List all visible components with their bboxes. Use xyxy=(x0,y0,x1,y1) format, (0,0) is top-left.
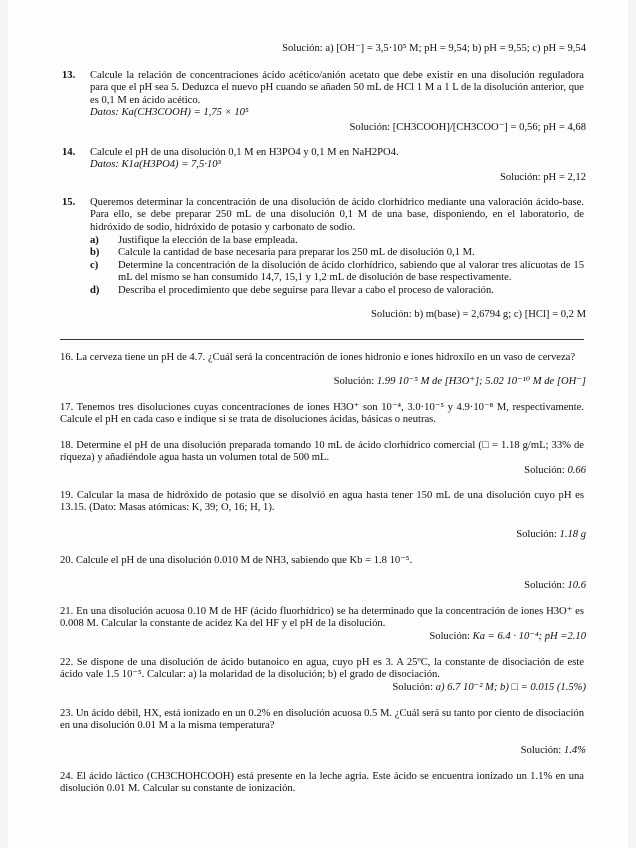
problem-23-solution-value: 1.4% xyxy=(563,745,586,756)
problem-14-number: 14. xyxy=(62,147,76,158)
problem-22-solution-label: Solución: xyxy=(392,682,434,693)
problem-13-data: Datos: Ka(CH3COOH) = 1,75 × 10⁵ xyxy=(90,107,249,118)
problem-15-item-c: Determine la concentración de la disolución de ácido clorhídrico, sabiendo que al valorar tres alícuotas de 15 mL del mismo se han consumido 14,7, 15,1 y 1,2 mL de disolución de base respectivamente. xyxy=(118,260,584,284)
problem-22-solution xyxy=(392,682,586,694)
problem-15-text: Queremos determinar la concentración de una disolución de ácido clorhídrico mediante una valoración ácido-base. Para ello, se debe preparar 250 mL de una disolución 0,1 M de una base, disponiendo, en el laboratorio, de hidróxido de sodio, hidróxido de potasio y carbonato de sodio. xyxy=(90,197,584,233)
problem-21-text: 21. En una disolución acuosa 0.10 M de HF (ácido fluorhídrico) se ha determinado que la concentración de iones H3O⁺ es 0.008 M. Calcular la constante de acidez Ka del HF y el pH de la disolución. xyxy=(60,606,584,630)
problem-19-solution-value: 1.18 g xyxy=(559,529,586,540)
problem-20-solution-value: 10.6 xyxy=(567,580,586,591)
problem-23-solution-label: Solución: xyxy=(520,745,562,756)
section-divider xyxy=(60,339,584,340)
problem-22-solution-value: a) 6.7 10⁻² M; b) □ = 0.015 (1.5%) xyxy=(435,682,586,693)
problem-19-solution-label: Solución: xyxy=(516,529,557,540)
problem-13-number: 13. xyxy=(62,70,76,81)
problem-15-number: 15. xyxy=(62,197,76,208)
problem-23-text: 23. Un ácido débil, HX, está ionizado en un 0.2% en disolución acuosa 0.5 M. ¿Cuál será su tanto por ciento de disociación en una disolución 0.01 M a la misma temperatura? xyxy=(60,708,584,732)
problem-21-solution-label: Solución: xyxy=(429,631,471,642)
problem-16-solution-value: 1.99 10⁻⁵ M de [H3O⁺]; 5.02 10⁻¹⁰ M de [OH⁻] xyxy=(376,376,586,387)
problem-19-solution xyxy=(516,529,586,541)
problem-14-solution: Solución: pH = 2,12 xyxy=(499,172,586,183)
problem-22-text: 22. Se dispone de una disolución de ácido butanoico en agua, cuyo pH es 3. A 25ºC, la constante de disociación de este ácido vale 1.5 10⁻⁵. Calcular: a) la molaridad de la disolución; b) el grado de disociación. xyxy=(60,657,584,681)
problem-13-solution: Solución: [CH3COOH]/[CH3COO⁻] = 0,56; pH = 4,68 xyxy=(349,122,586,133)
problem-15-item-a-label: a) xyxy=(90,235,99,246)
problem-20-solution-label: Solución: xyxy=(524,580,565,591)
solution-12: Solución: a) [OH⁻] = 3,5·10⁵ M; pH = 9,54; b) pH = 9,55; c) pH = 9,54 xyxy=(282,43,586,54)
problem-18-solution-value: 0.66 xyxy=(567,465,586,476)
problem-13-text: Calcule la relación de concentraciones ácido acético/anión acetato que debe existir en una disolución reguladora para que el pH sea 5. Deduzca el nuevo pH cuando se añaden 50 mL de HCl 1 M a 1 L de la disolución anterior, que es 0,1 M en ácido acético. xyxy=(90,70,584,106)
problem-16-solution xyxy=(334,376,586,388)
problem-15-item-a: Justifique la elección de la base empleada. xyxy=(118,235,298,246)
problem-18-solution-label: Solución: xyxy=(524,465,565,476)
problem-15-solution: Solución: b) m(base) = 2,6794 g; c) [HCl] = 0,2 M xyxy=(371,309,586,320)
problem-14-data: Datos: K1a(H3PO4) = 7,5·10³ xyxy=(90,159,221,170)
problem-24-text: 24. El ácido láctico (CH3CHOHCOOH) está presente en la leche agria. Este ácido se encuentra ionizado un 1.1% en una disolución 0.01 M. Calcular su constante de ionización. xyxy=(60,771,584,795)
problem-15-item-d-label: d) xyxy=(90,285,100,296)
problem-18-solution xyxy=(524,465,586,477)
problem-23-solution xyxy=(521,745,586,757)
problem-19-text: 19. Calcular la masa de hidróxido de potasio que se disolvió en agua hasta tener 150 mL de una disolución cuyo pH es 13.15. (Dato: Masas atómicas: K, 39; O, 16; H, 1). xyxy=(60,490,584,514)
problem-17-text: 17. Tenemos tres disoluciones cuyas concentraciones de iones H3O⁺ son 10⁻⁴, 3.0·10⁻⁵ y 4.9·10⁻⁸ M, respectivamente. Calcule el pH en cada caso e indique si se trata de disoluciones ácidas, básicas o neutras. xyxy=(60,402,584,426)
problem-15-item-d: Describa el procedimiento que debe seguirse para llevar a cabo el proceso de valoración. xyxy=(118,285,494,296)
problem-14-text: Calcule el pH de una disolución 0,1 M en H3PO4 y 0,1 M en NaH2PO4. xyxy=(90,147,399,158)
problem-15-item-b: Calcule la cantidad de base necesaria para preparar los 250 mL de disolución 0,1 M. xyxy=(118,247,475,258)
problem-16-text: 16. La cerveza tiene un pH de 4.7. ¿Cuál será la concentración de iones hidronio e iones hidroxilo en un vaso de cerveza? xyxy=(60,352,576,363)
problem-20-solution xyxy=(524,580,586,592)
problem-18-text: 18. Determine el pH de una disolución preparada tomando 10 mL de ácido clorhídrico comercial (□ = 1.18 g/mL; 33% de riqueza) y añadiéndole agua hasta un volumen total de 500 mL. xyxy=(60,440,584,464)
problem-21-solution xyxy=(429,631,586,643)
problem-16-solution-label: Solución: xyxy=(333,376,375,387)
problem-15-item-b-label: b) xyxy=(90,247,100,258)
problem-15-item-c-label: c) xyxy=(90,260,99,271)
problem-20-text: 20. Calcule el pH de una disolución 0.010 M de NH3, sabiendo que Kb = 1.8 10⁻⁵. xyxy=(60,555,413,566)
problem-21-solution-value: Ka = 6.4 · 10⁻⁴; pH =2.10 xyxy=(472,631,586,642)
document-page xyxy=(8,0,628,848)
